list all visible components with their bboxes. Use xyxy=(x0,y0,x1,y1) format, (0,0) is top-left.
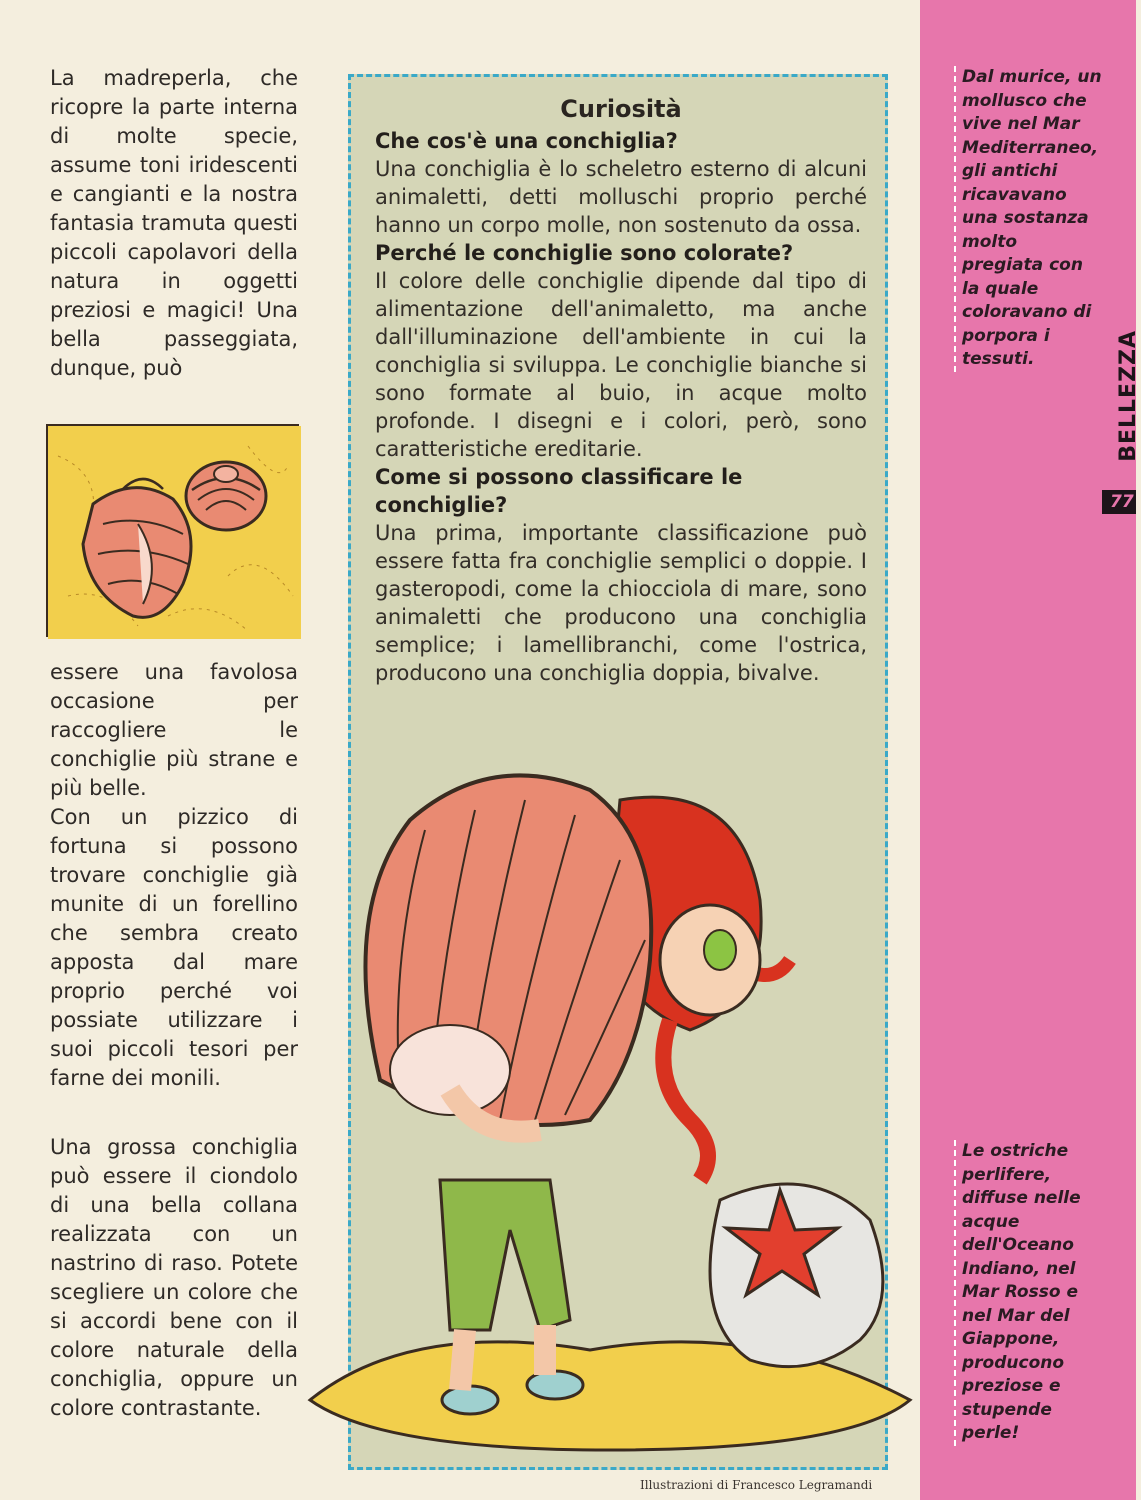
paragraph-fortuna: Con un pizzico di fortuna si possono trovare conchiglie già munite di un forellino che sembra creato apposta dal mare proprio perché voi possiate utilizzare i suoi piccoli tesori per farne dei monili. xyxy=(50,805,298,1090)
answer-3: Una prima, importante classificazione può essere fatta fra conchiglie semplici o doppie. I gasteropodi, come la chiocciola di mare, sono animaletti che producono una conchiglia semplice; i lamellibranchi, come l'ostrica, producono una conchiglia doppia, bivalve. xyxy=(375,521,867,685)
left-column-middle xyxy=(50,658,298,1093)
paragraph-raccogliere: essere una favolosa occasione per raccogliere le conchiglie più strane e più belle. xyxy=(50,660,298,800)
question-2: Perché le conchiglie sono colorate? xyxy=(375,241,794,265)
illustration-credit: Illustrazioni di Francesco Legramandi xyxy=(640,1478,873,1492)
section-label: BELLEZZA xyxy=(1116,330,1141,462)
curiosita-title: Curiosità xyxy=(560,95,682,123)
paragraph-collana: Una grossa conchiglia può essere il ciondolo di una bella collana realizzata con un nastrino di raso. Potete scegliere un colore che si accordi bene con il colore naturale della conchiglia, oppure un colore contrastante. xyxy=(50,1135,298,1420)
pants-drawing xyxy=(440,1180,570,1330)
paragraph-madreperla: La madreperla, che ricopre la parte interna di molte specie, assume toni iridescenti e cangianti e la nostra fantasia tramuta questi piccoli capolavori della natura in oggetti preziosi e magici! Una bella passeggiata, dunque, può xyxy=(50,66,298,380)
seashells-illustration xyxy=(46,424,299,637)
seashells-drawing xyxy=(48,426,301,639)
answer-1: Una conchiglia è lo scheletro esterno di alcuni animaletti, detti molluschi proprio perché hanno un corpo molle, non sostenuto da ossa. xyxy=(375,157,867,237)
page-number: 77 xyxy=(1102,490,1136,514)
left-column-bottom xyxy=(50,1133,298,1423)
question-3: Come si possono classificare le conchiglie? xyxy=(375,465,743,517)
left-column-top xyxy=(50,64,298,383)
sidebar-note-murice: Dal murice, un mollusco che vive nel Mar Mediterraneo, gli antichi ricavavano una sostanza molto pregiata con la quale coloravano di porpora i tessuti. xyxy=(954,66,1104,372)
answer-2: Il colore delle conchiglie dipende dal tipo di alimentazione dell'animaletto, ma anche dall'illuminazione dell'ambiente in cui la conchiglia si sviluppa. Le conchiglie bianche si sono formate al buio, in acque molto profonde. I disegni e i colori, però, sono caratteristiche ereditarie. xyxy=(375,269,867,461)
pink-sidebar xyxy=(920,0,1136,1500)
curiosita-content xyxy=(375,95,867,687)
girl-with-shell-illustration xyxy=(290,760,930,1460)
sidebar-note-ostriche: Le ostriche perlifere, diffuse nelle acque dell'Oceano Indiano, nel Mar Rosso e nel Mar del Giappone, producono preziose e stupende perle! xyxy=(954,1140,1104,1446)
scallop-shell-drawing xyxy=(365,775,651,1125)
question-1: Che cos'è una conchiglia? xyxy=(375,129,678,153)
